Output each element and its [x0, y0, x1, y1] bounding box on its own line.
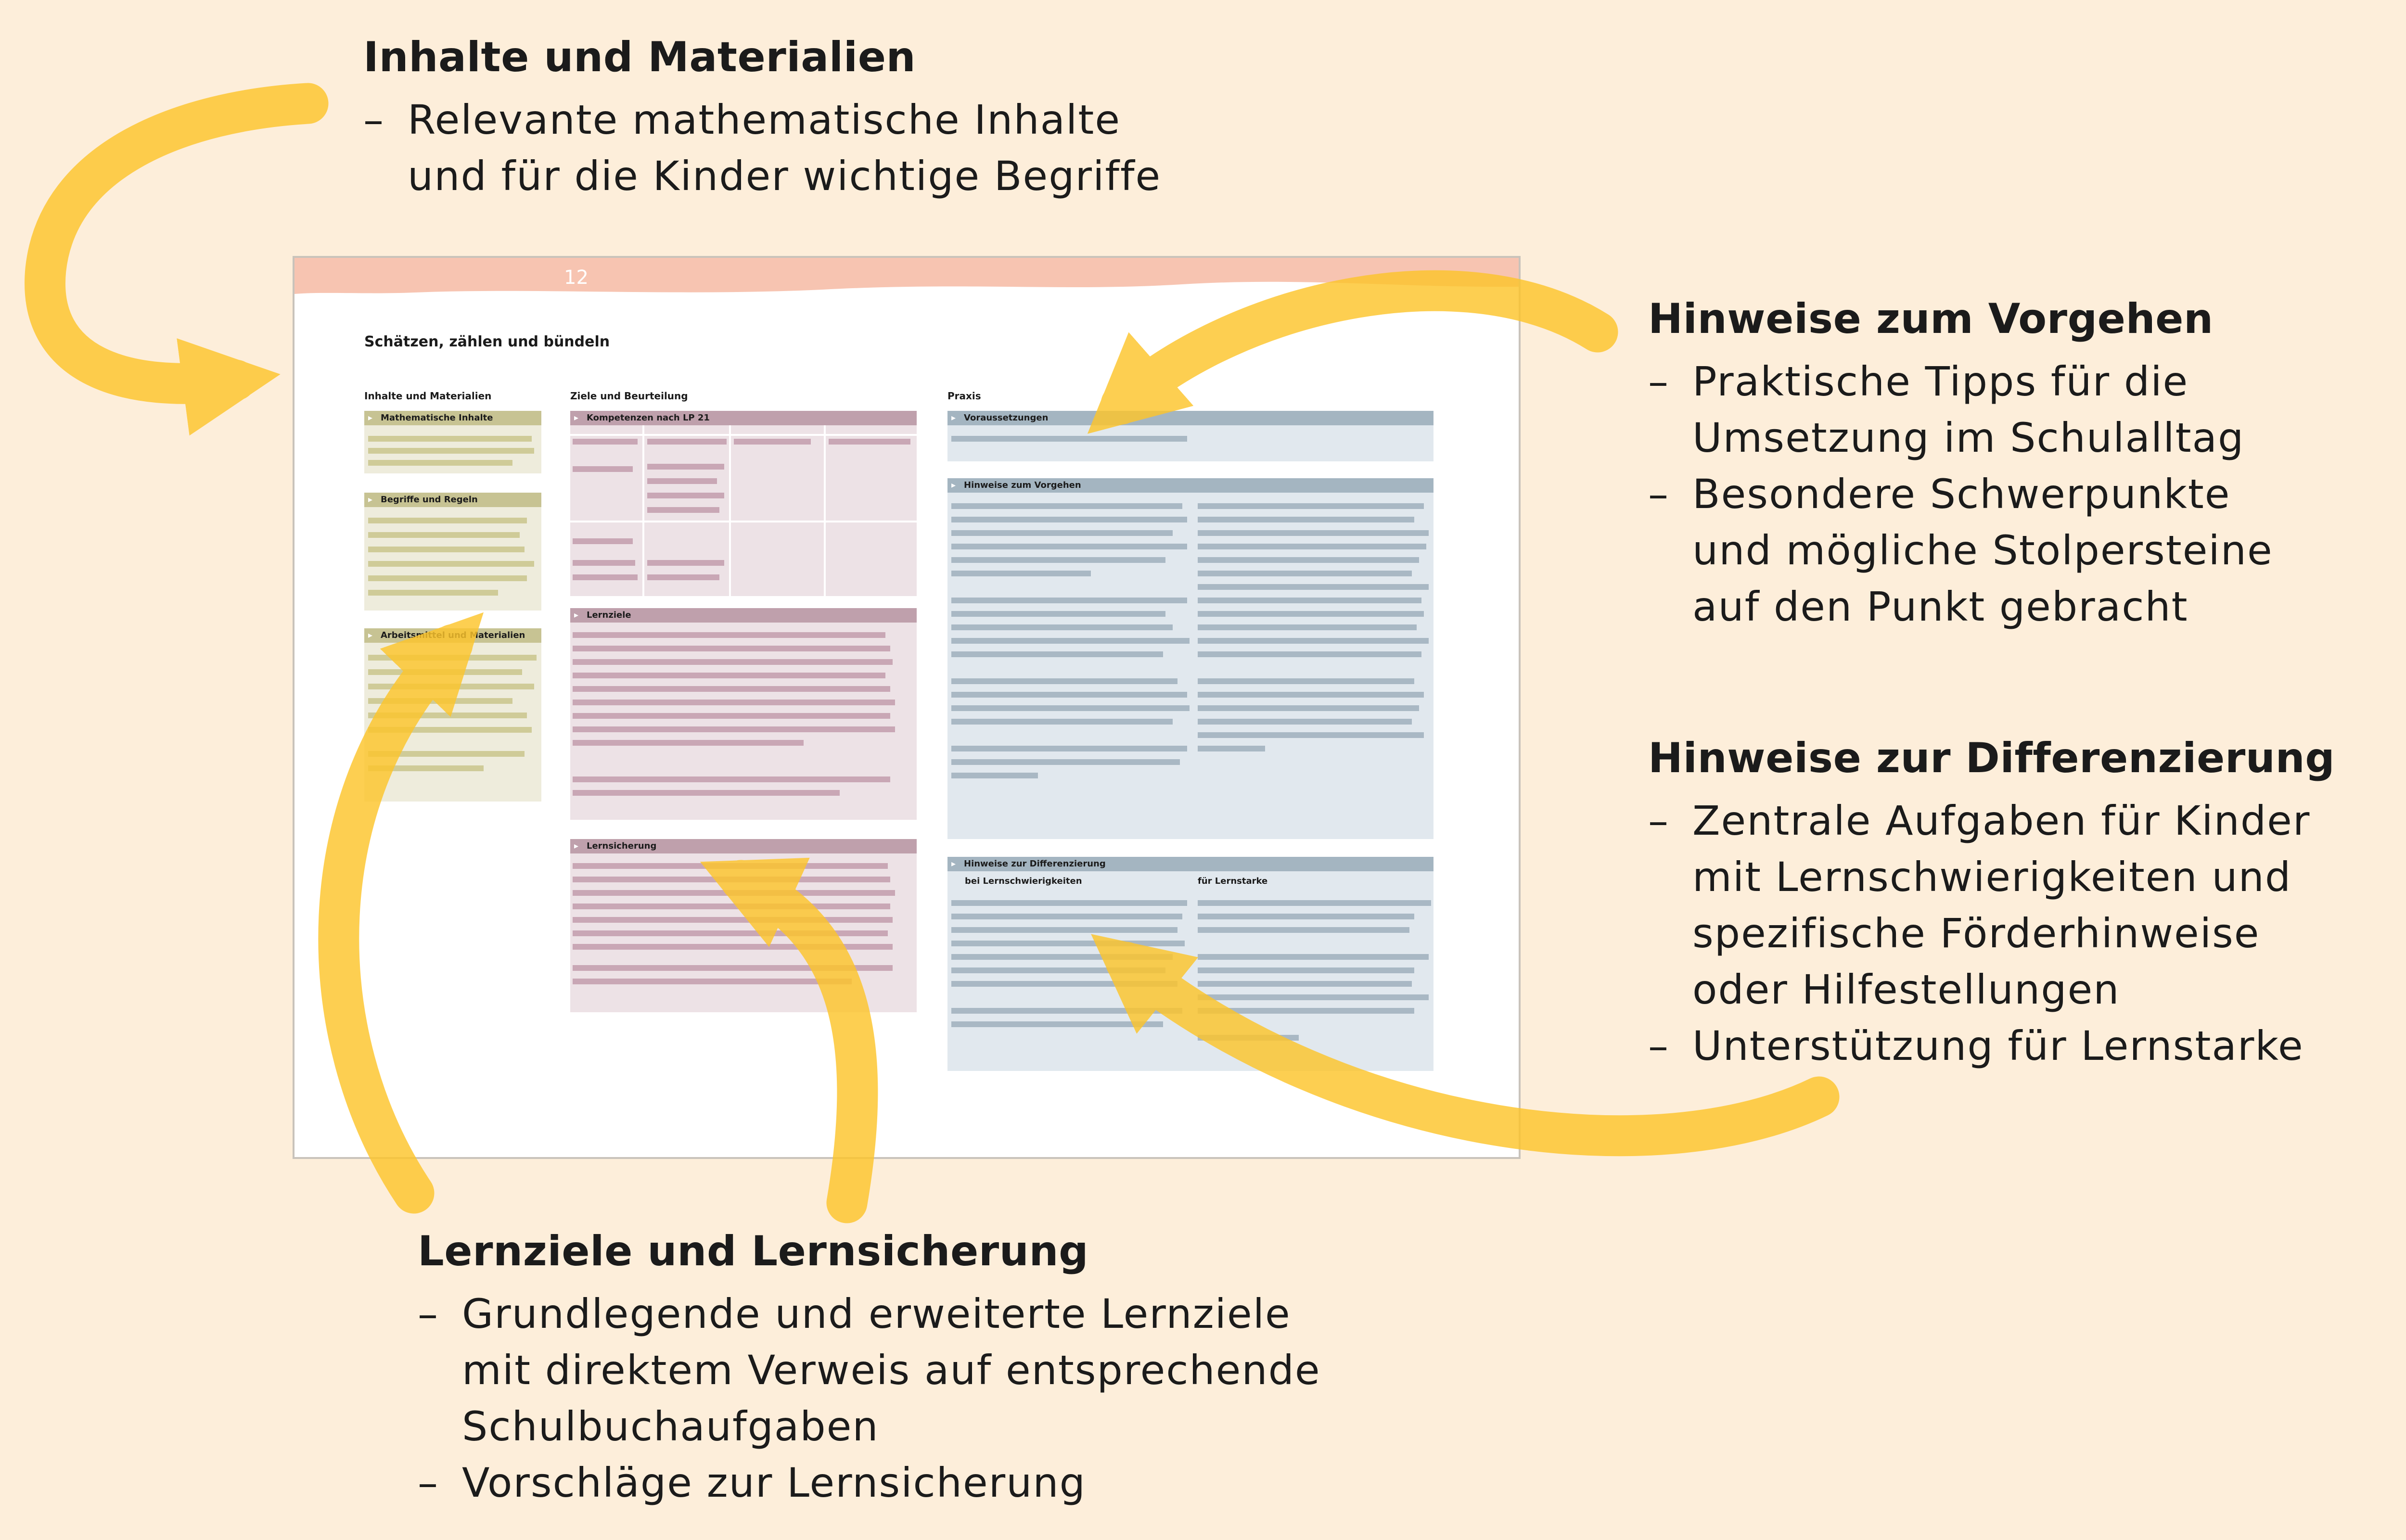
box-header: ▸ Hinweise zur Differenzierung [947, 857, 1433, 871]
text-line [1198, 746, 1265, 751]
text-line [368, 727, 532, 733]
text-line [951, 624, 1173, 630]
arrow-inhalte [45, 103, 308, 383]
text-line [368, 436, 532, 442]
text-line [951, 517, 1187, 522]
text-line [1198, 705, 1419, 711]
box-header: ▸ Begriffe und Regeln [364, 493, 541, 507]
text-line [951, 746, 1187, 751]
text-line [368, 547, 525, 552]
text-line [1198, 719, 1412, 725]
annotation-list [363, 92, 1161, 204]
text-line [951, 678, 1177, 684]
text-line [647, 478, 717, 484]
text-line [1198, 678, 1414, 684]
column-heading-praxis: Praxis [947, 390, 981, 402]
text-line [573, 466, 633, 472]
box-header: ▸ Arbeitsmittel und Materialien [364, 628, 541, 643]
annotation-item: – Grundlegende und erweiterte Lernziele mit direktem Verweis auf entsprechende Schulbuchaufgaben [418, 1286, 1321, 1455]
text-line [573, 790, 840, 796]
annotation-inhalte-und-materialien [363, 33, 1161, 204]
page-number: 12 [564, 267, 589, 289]
annotation-item: – Relevante mathematische Inhalte und für die Kinder wichtige Begriffe [363, 92, 1161, 204]
text-line [573, 686, 890, 692]
table-rule [570, 434, 917, 436]
text-line [573, 863, 888, 869]
text-line [951, 705, 1190, 711]
annotation-hinweise-zum-vorgehen [1648, 294, 2273, 635]
text-line [951, 503, 1182, 509]
annotation-title: Hinweise zum Vorgehen [1648, 295, 2214, 343]
text-line [1198, 571, 1412, 576]
text-line [829, 439, 910, 445]
text-line [573, 659, 893, 665]
text-line [368, 698, 512, 704]
text-line [647, 439, 727, 445]
table-rule [824, 425, 826, 596]
text-line [368, 655, 537, 661]
text-line [368, 751, 525, 757]
annotation-title: Inhalte und Materialien [363, 33, 916, 81]
text-line [368, 518, 527, 523]
text-line [951, 530, 1173, 536]
text-line [951, 651, 1163, 657]
box-header: ▸ Kompetenzen nach LP 21 [570, 411, 917, 425]
text-line [1198, 557, 1419, 563]
box-header: ▸ Voraussetzungen [947, 411, 1433, 425]
text-line [951, 611, 1165, 617]
text-line [573, 776, 890, 782]
text-line [573, 439, 638, 445]
text-line [951, 544, 1187, 549]
text-line [951, 1008, 1182, 1014]
annotation-item: – Unterstützung für Lernstarke [1648, 1018, 2335, 1074]
text-line [1198, 981, 1412, 987]
annotation-lernziele-und-lernsicherung [418, 1227, 1321, 1511]
text-line [1198, 994, 1429, 1000]
text-line [1198, 611, 1424, 617]
text-line [573, 574, 638, 580]
text-line [573, 646, 890, 651]
annotation-hinweise-zur-differenzierung [1648, 734, 2335, 1074]
box-header: ▸ Mathematische Inhalte [364, 411, 541, 425]
text-line [368, 765, 484, 771]
text-line [647, 464, 724, 470]
text-line [1198, 1035, 1299, 1041]
text-line [368, 669, 522, 675]
text-line [1198, 544, 1426, 549]
text-line [951, 598, 1187, 603]
annotation-title: Hinweise zur Differenzierung [1648, 734, 2335, 782]
table-rule [642, 425, 644, 596]
text-line [951, 638, 1190, 644]
text-line [734, 439, 811, 445]
text-line [951, 927, 1177, 933]
box-arbeitsmittel-und-materialien [364, 628, 541, 802]
box-lernziele [570, 608, 917, 820]
annotation-item: – Vorschläge zur Lernsicherung [418, 1455, 1321, 1511]
text-line [951, 571, 1091, 576]
box-begriffe-und-regeln [364, 493, 541, 611]
box-voraussetzungen [947, 411, 1433, 461]
text-line [1198, 914, 1414, 919]
annotation-list [1648, 354, 2273, 635]
text-line [647, 493, 724, 498]
text-line [573, 632, 885, 638]
box-header: ▸ Lernsicherung [570, 839, 917, 853]
text-line [573, 877, 890, 882]
text-line [1198, 954, 1429, 960]
text-line [1198, 517, 1414, 522]
text-line [368, 713, 527, 718]
annotation-list [418, 1286, 1321, 1511]
text-line [368, 590, 498, 596]
page-header-band [294, 258, 1519, 301]
text-line [573, 979, 852, 984]
text-line [951, 941, 1185, 946]
box-kompetenzen [570, 411, 917, 596]
text-line [1198, 638, 1429, 644]
text-line [573, 944, 893, 950]
text-line [368, 561, 534, 567]
text-line [573, 700, 895, 705]
box-header: ▸ Lernziele [570, 608, 917, 623]
text-line [573, 930, 888, 936]
column-heading-inhalte: Inhalte und Materialien [364, 390, 492, 402]
text-line [1198, 732, 1424, 738]
subheading-lernstarke: für Lernstarke [1198, 876, 1268, 886]
table-rule [729, 425, 731, 596]
text-line [951, 436, 1187, 442]
box-header: ▸ Hinweise zum Vorgehen [947, 478, 1433, 493]
text-line [951, 954, 1173, 960]
text-line [951, 981, 1177, 987]
subheading-lernschwierigkeiten: bei Lernschwierigkeiten [965, 876, 1082, 886]
text-line [1198, 598, 1421, 603]
text-line [951, 773, 1038, 778]
text-line [573, 890, 895, 896]
box-hinweise-zum-vorgehen [947, 478, 1433, 839]
text-line [951, 759, 1180, 765]
text-line [951, 914, 1182, 919]
page-title: Schätzen, zählen und bündeln [364, 333, 610, 350]
text-line [1198, 927, 1409, 933]
text-line [1198, 624, 1417, 630]
annotation-title: Lernziele und Lernsicherung [418, 1227, 1089, 1275]
text-line [1198, 530, 1429, 536]
box-hinweise-zur-differenzierung [947, 857, 1433, 1071]
box-lernsicherung [570, 839, 917, 1012]
text-line [368, 448, 534, 454]
text-line [573, 673, 885, 678]
text-line [573, 538, 633, 544]
text-line [951, 900, 1187, 906]
text-line [573, 904, 890, 909]
text-line [1198, 1008, 1414, 1014]
text-line [573, 560, 635, 566]
text-line [368, 575, 527, 581]
text-line [1198, 900, 1431, 906]
table-rule [570, 521, 917, 522]
column-heading-ziele: Ziele und Beurteilung [570, 390, 688, 402]
text-line [573, 713, 890, 719]
box-mathematische-inhalte [364, 411, 541, 473]
text-line [647, 560, 724, 566]
text-line [1198, 503, 1424, 509]
text-line [368, 684, 534, 689]
text-line [573, 740, 804, 746]
text-line [368, 532, 520, 538]
annotation-item: – Praktische Tipps für die Umsetzung im Schulalltag [1648, 354, 2273, 466]
text-line [951, 557, 1165, 563]
text-line [647, 574, 719, 580]
text-line [1198, 584, 1429, 590]
text-line [1198, 692, 1424, 698]
text-line [1198, 651, 1421, 657]
text-line [1198, 967, 1414, 973]
text-line [647, 507, 719, 513]
text-line [573, 917, 893, 923]
annotation-list [1648, 793, 2335, 1074]
text-line [951, 967, 1165, 973]
text-line [573, 726, 895, 732]
text-line [951, 1021, 1163, 1027]
text-line [951, 719, 1173, 725]
annotation-item: – Besondere Schwerpunkte und mögliche Stolpersteine auf den Punkt gebracht [1648, 466, 2273, 635]
text-line [951, 692, 1187, 698]
text-line [573, 965, 893, 971]
text-line [368, 460, 512, 466]
annotation-item: – Zentrale Aufgaben für Kinder mit Lernschwierigkeiten und spezifische Förderhinweise oder Hilfestellungen [1648, 793, 2335, 1018]
page-thumbnail [293, 256, 1521, 1159]
